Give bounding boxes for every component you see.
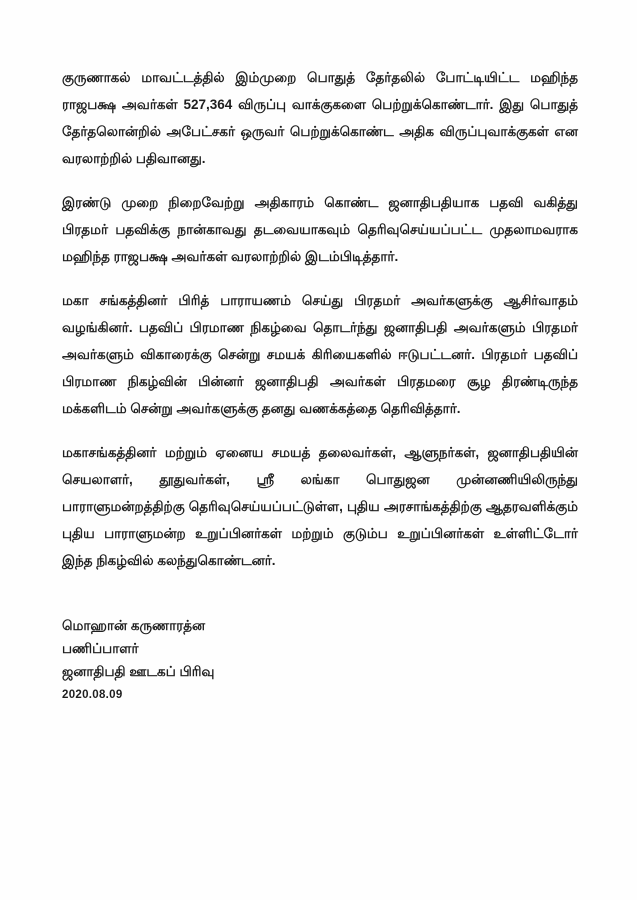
document-date: 2020.08.09: [62, 689, 123, 701]
signatory-title: பணிப்பாளர்: [62, 641, 139, 656]
signature-block: [62, 614, 578, 705]
paragraph-historic-record: இரண்டு முறை நிறைவேற்று அதிகாரம் கொண்ட ஜனாதிபதியாக பதவி வகித்து பிரதமர் பதவிக்கு நான்காவது தடவையாகவும் தெரிவுசெய்யப்பட்ட முதலாமவராக மஹிந்த ராஜபக்ஷ அவர்கள் வரலாற்றில் இடம்பிடித்தார்.: [62, 195, 578, 264]
signatory-name: மொஹான் கருணாரத்ன: [62, 618, 206, 633]
paragraph-attendees: மகாசங்கத்தினர் மற்றும் ஏனைய சமயத் தலைவர்கள், ஆளுநர்கள், ஜனாதிபதியின் செயலாளர், தூதுவர்கள், ஸ்ரீ லங்கா பொதுஜன முன்னணியிலிருந்து பாராளுமன்றத்திற்கு தெரிவுசெய்யப்பட்டுள்ள, புதிய அரசாங்கத்திற்கு ஆதரவளிக்கும் புதிய பாராளுமன்ற உறுப்பினர்கள் மற்றும் குடும்ப உறுப்பினர்கள் உள்ளிட்டோர் இந்த நிகழ்வில் கலந்துகொண்டனர்.: [62, 445, 578, 568]
paragraph-election-result: குருணாகல் மாவட்டத்தில் இம்முறை பொதுத் தேர்தலில் போட்டியிட்ட மஹிந்த ராஜபக்ஷ அவர்கள் 527,364 விருப்பு வாக்குகளை பெற்றுக்கொண்டார். இது பொதுத் தேர்தலொன்றில் அபேட்சகர் ஒருவர் பெற்றுக்கொண்ட அதிக விருப்புவாக்குகள் என வரலாற்றில் பதிவானது.: [62, 70, 578, 166]
signatory-division: ஜனாதிபதி ஊடகப் பிரிவு: [62, 664, 215, 679]
paragraph-ceremony: மகா சங்கத்தினர் பிரித் பாராயணம் செய்து பிரதமர் அவர்களுக்கு ஆசிர்வாதம் வழங்கினர். பதவிப் பிரமாண நிகழ்வை தொடர்ந்து ஜனாதிபதி அவர்களும் பிரதமர் அவர்களும் விகாரைக்கு சென்று சமயக் கிரியைகளில் ஈடுபட்டனர். பிரதமர் பதவிப் பிரமாண நிகழ்வின் பின்னர் ஜனாதிபதி அவர்கள் பிரதமரை சூழ திரண்டிருந்த மக்களிடம் சென்று அவர்களுக்கு தனது வணக்கத்தை தெரிவித்தார்.: [62, 293, 578, 416]
